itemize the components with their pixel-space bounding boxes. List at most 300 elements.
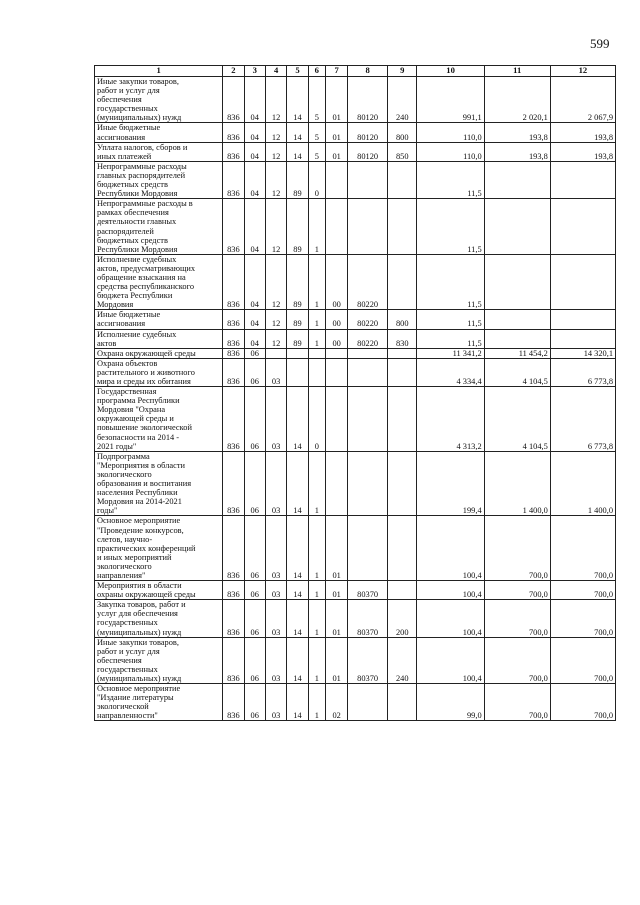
- row-name-line: бюджета Республики: [97, 291, 173, 301]
- code-cell: 12: [265, 329, 286, 348]
- code-cell: 200: [387, 600, 417, 637]
- row-name-line: растительного и животного: [97, 367, 195, 377]
- code-cell: 04: [244, 142, 265, 161]
- amount-cell: [484, 199, 550, 255]
- table-row: [95, 637, 616, 683]
- amount-cell: [550, 161, 615, 198]
- code-cell: 06: [244, 358, 265, 386]
- code-cell: [348, 358, 388, 386]
- row-name-line: Иные закупки товаров,: [97, 637, 179, 647]
- row-name-cell: [95, 199, 223, 255]
- code-cell: 836: [223, 358, 244, 386]
- header-row: [95, 66, 616, 77]
- code-cell: 03: [265, 516, 286, 581]
- row-name-cell: [95, 161, 223, 198]
- amount-cell: [484, 329, 550, 348]
- code-cell: 0: [308, 387, 325, 452]
- row-name-cell: [95, 123, 223, 142]
- row-name-line: Государственная: [97, 387, 157, 397]
- code-cell: 836: [223, 161, 244, 198]
- row-name-line: (муниципальных) нужд: [97, 113, 182, 123]
- row-name-line: рамках обеспечения: [97, 208, 169, 218]
- row-name-line: Республики Мордовия: [97, 189, 178, 199]
- code-cell: 03: [265, 600, 286, 637]
- row-name-line: (муниципальных) нужд: [97, 674, 182, 683]
- row-name-line: Мероприятия в области: [97, 581, 182, 591]
- code-cell: 01: [325, 77, 347, 123]
- row-name-line: повышение экологической: [97, 423, 192, 433]
- row-name-line: экологического: [97, 561, 152, 571]
- code-cell: 12: [265, 123, 286, 142]
- code-cell: 1: [308, 310, 325, 329]
- amount-cell: 4 104,5: [484, 387, 550, 452]
- code-cell: [287, 348, 308, 358]
- code-cell: 12: [265, 77, 286, 123]
- row-name-line: главных распорядителей: [97, 170, 186, 180]
- code-cell: 1: [308, 684, 325, 721]
- budget-table: [94, 65, 616, 721]
- code-cell: [308, 348, 325, 358]
- row-name-line: экологической: [97, 702, 149, 712]
- code-cell: 14: [287, 516, 308, 581]
- code-cell: 12: [265, 161, 286, 198]
- code-cell: 06: [244, 637, 265, 683]
- amount-cell: 1 400,0: [550, 451, 615, 516]
- code-cell: 830: [387, 329, 417, 348]
- code-cell: 800: [387, 310, 417, 329]
- code-cell: [348, 348, 388, 358]
- code-cell: [325, 358, 347, 386]
- row-name-cell: [95, 684, 223, 721]
- row-name-cell: [95, 451, 223, 516]
- amount-cell: 700,0: [550, 516, 615, 581]
- code-cell: [387, 161, 417, 198]
- code-cell: 12: [265, 254, 286, 310]
- code-cell: 89: [287, 254, 308, 310]
- row-name-line: Непрограммные расходы: [97, 161, 187, 171]
- code-cell: 04: [244, 254, 265, 310]
- column-header: 4: [265, 66, 286, 77]
- code-cell: 850: [387, 142, 417, 161]
- code-cell: [325, 451, 347, 516]
- row-name-cell: [95, 142, 223, 161]
- code-cell: 836: [223, 142, 244, 161]
- code-cell: 04: [244, 329, 265, 348]
- amount-cell: 700,0: [484, 684, 550, 721]
- amount-cell: [550, 199, 615, 255]
- code-cell: [348, 516, 388, 581]
- amount-cell: 193,8: [484, 123, 550, 142]
- code-cell: 1: [308, 199, 325, 255]
- column-header: 7: [325, 66, 347, 77]
- code-cell: 14: [287, 387, 308, 452]
- code-cell: 836: [223, 310, 244, 329]
- code-cell: 80120: [348, 142, 388, 161]
- code-cell: [325, 387, 347, 452]
- table-row: [95, 581, 616, 600]
- column-header: 8: [348, 66, 388, 77]
- code-cell: 03: [265, 387, 286, 452]
- row-name-line: обращение взыскания на: [97, 272, 186, 282]
- code-cell: 01: [325, 516, 347, 581]
- row-name-line: слетов, научно-: [97, 534, 153, 544]
- code-cell: [387, 581, 417, 600]
- row-name-line: практических конференций: [97, 543, 196, 553]
- code-cell: 1: [308, 581, 325, 600]
- amount-cell: 99,0: [417, 684, 484, 721]
- code-cell: 836: [223, 581, 244, 600]
- table-row: [95, 600, 616, 637]
- code-cell: 836: [223, 451, 244, 516]
- row-name-line: охраны окружающей среды: [97, 590, 196, 600]
- table-row: [95, 387, 616, 452]
- row-name-line: государственных: [97, 618, 158, 628]
- code-cell: 00: [325, 310, 347, 329]
- code-cell: [265, 348, 286, 358]
- code-cell: 06: [244, 600, 265, 637]
- code-cell: 836: [223, 199, 244, 255]
- code-cell: 06: [244, 581, 265, 600]
- row-name-line: актов, предусматривающих: [97, 263, 196, 273]
- code-cell: 06: [244, 516, 265, 581]
- row-name-cell: [95, 77, 223, 123]
- amount-cell: 700,0: [550, 684, 615, 721]
- row-name-line: "Проведение конкурсов,: [97, 525, 184, 535]
- table-body: [95, 77, 616, 721]
- amount-cell: 2 020,1: [484, 77, 550, 123]
- code-cell: [387, 254, 417, 310]
- row-name-line: средства республиканского: [97, 282, 195, 292]
- code-cell: 04: [244, 123, 265, 142]
- code-cell: 836: [223, 77, 244, 123]
- amount-cell: 110,0: [417, 142, 484, 161]
- row-name-line: обеспечения: [97, 95, 142, 105]
- table-row: [95, 358, 616, 386]
- code-cell: 03: [265, 581, 286, 600]
- code-cell: 89: [287, 329, 308, 348]
- amount-cell: 1 400,0: [484, 451, 550, 516]
- amount-cell: 14 320,1: [550, 348, 615, 358]
- amount-cell: [484, 254, 550, 310]
- amount-cell: 193,8: [550, 123, 615, 142]
- row-name-cell: [95, 310, 223, 329]
- row-name-line: ассигнования: [97, 132, 146, 142]
- table-row: [95, 348, 616, 358]
- code-cell: 12: [265, 142, 286, 161]
- code-cell: 03: [265, 637, 286, 683]
- amount-cell: 100,4: [417, 516, 484, 581]
- column-header: 1: [95, 66, 223, 77]
- code-cell: 89: [287, 310, 308, 329]
- code-cell: 1: [308, 254, 325, 310]
- amount-cell: 11,5: [417, 254, 484, 310]
- row-name-cell: [95, 637, 223, 683]
- code-cell: [287, 358, 308, 386]
- row-name-cell: [95, 600, 223, 637]
- code-cell: [348, 199, 388, 255]
- row-name-line: окружающей среды и: [97, 414, 174, 424]
- code-cell: 14: [287, 123, 308, 142]
- code-cell: 12: [265, 199, 286, 255]
- amount-cell: 100,4: [417, 637, 484, 683]
- row-name-cell: [95, 358, 223, 386]
- amount-cell: 11 341,2: [417, 348, 484, 358]
- code-cell: 80220: [348, 329, 388, 348]
- row-name-line: деятельности главных: [97, 217, 177, 227]
- row-name-line: "Мероприятия в области: [97, 460, 185, 470]
- row-name-line: и иных мероприятий: [97, 552, 172, 562]
- amount-cell: 11,5: [417, 161, 484, 198]
- code-cell: [387, 684, 417, 721]
- amount-cell: 700,0: [484, 600, 550, 637]
- row-name-line: услуг для обеспечения: [97, 609, 178, 619]
- row-name-cell: [95, 348, 223, 358]
- row-name-line: Уплата налогов, сборов и: [97, 142, 188, 152]
- code-cell: 1: [308, 637, 325, 683]
- code-cell: 00: [325, 254, 347, 310]
- code-cell: 14: [287, 600, 308, 637]
- amount-cell: 4 104,5: [484, 358, 550, 386]
- code-cell: 14: [287, 581, 308, 600]
- column-header: 6: [308, 66, 325, 77]
- amount-cell: 100,4: [417, 581, 484, 600]
- amount-cell: 11,5: [417, 310, 484, 329]
- code-cell: 14: [287, 142, 308, 161]
- amount-cell: 11 454,2: [484, 348, 550, 358]
- code-cell: [348, 684, 388, 721]
- code-cell: 5: [308, 77, 325, 123]
- code-cell: [325, 199, 347, 255]
- row-name-line: годы": [97, 506, 118, 516]
- column-header: 10: [417, 66, 484, 77]
- row-name-line: (муниципальных) нужд: [97, 627, 182, 637]
- row-name-line: Мордовия на 2014-2021: [97, 497, 182, 507]
- table-row: [95, 161, 616, 198]
- code-cell: 836: [223, 684, 244, 721]
- code-cell: 1: [308, 600, 325, 637]
- code-cell: 01: [325, 581, 347, 600]
- code-cell: [348, 161, 388, 198]
- code-cell: 1: [308, 451, 325, 516]
- code-cell: 01: [325, 600, 347, 637]
- row-name-line: Охрана объектов: [97, 358, 158, 368]
- column-header: 12: [550, 66, 615, 77]
- code-cell: [308, 358, 325, 386]
- column-header: 3: [244, 66, 265, 77]
- code-cell: 04: [244, 199, 265, 255]
- code-cell: 800: [387, 123, 417, 142]
- code-cell: 240: [387, 77, 417, 123]
- table-row: [95, 77, 616, 123]
- code-cell: 836: [223, 123, 244, 142]
- code-cell: 836: [223, 637, 244, 683]
- code-cell: 89: [287, 161, 308, 198]
- row-name-line: "Издание литературы: [97, 693, 174, 703]
- column-header: 9: [387, 66, 417, 77]
- code-cell: [387, 516, 417, 581]
- row-name-cell: [95, 387, 223, 452]
- amount-cell: 11,5: [417, 329, 484, 348]
- code-cell: 01: [325, 123, 347, 142]
- row-name-line: Исполнение судебных: [97, 254, 177, 264]
- code-cell: 836: [223, 387, 244, 452]
- row-name-line: государственных: [97, 664, 158, 674]
- row-name-cell: [95, 516, 223, 581]
- table-row: [95, 516, 616, 581]
- code-cell: [325, 348, 347, 358]
- row-name-line: безопасности на 2014 -: [97, 432, 180, 442]
- amount-cell: [484, 310, 550, 329]
- row-name-line: Мордовия: [97, 300, 134, 310]
- row-name-line: Охрана окружающей среды: [97, 348, 196, 358]
- row-name-line: обеспечения: [97, 655, 142, 665]
- table-row: [95, 310, 616, 329]
- amount-cell: 6 773,8: [550, 387, 615, 452]
- row-name-line: работ и услуг для: [97, 646, 160, 656]
- amount-cell: 110,0: [417, 123, 484, 142]
- row-name-line: иных платежей: [97, 151, 152, 161]
- column-header: 11: [484, 66, 550, 77]
- row-name-line: Мордовия "Охрана: [97, 405, 166, 415]
- row-name-line: Подпрограмма: [97, 451, 150, 461]
- row-name-line: Основное мероприятие: [97, 516, 181, 526]
- amount-cell: 193,8: [484, 142, 550, 161]
- code-cell: [387, 199, 417, 255]
- table-row: [95, 329, 616, 348]
- code-cell: [325, 161, 347, 198]
- amount-cell: 2 067,9: [550, 77, 615, 123]
- code-cell: 00: [325, 329, 347, 348]
- code-cell: 12: [265, 310, 286, 329]
- amount-cell: 4 334,4: [417, 358, 484, 386]
- code-cell: 06: [244, 348, 265, 358]
- table-row: [95, 123, 616, 142]
- code-cell: 836: [223, 600, 244, 637]
- code-cell: 14: [287, 77, 308, 123]
- code-cell: 836: [223, 516, 244, 581]
- row-name-line: Иные закупки товаров,: [97, 77, 179, 86]
- amount-cell: 11,5: [417, 199, 484, 255]
- row-name-line: 2021 годы": [97, 441, 137, 451]
- code-cell: 01: [325, 637, 347, 683]
- code-cell: [387, 358, 417, 386]
- amount-cell: [550, 254, 615, 310]
- code-cell: 03: [265, 358, 286, 386]
- code-cell: 89: [287, 199, 308, 255]
- table-row: [95, 142, 616, 161]
- code-cell: 1: [308, 516, 325, 581]
- amount-cell: 6 773,8: [550, 358, 615, 386]
- row-name-line: Закупка товаров, работ и: [97, 600, 186, 610]
- code-cell: 5: [308, 142, 325, 161]
- row-name-line: мира и среды их обитания: [97, 377, 191, 386]
- row-name-line: работ и услуг для: [97, 86, 160, 96]
- amount-cell: 700,0: [484, 581, 550, 600]
- row-name-line: бюджетных средств: [97, 180, 168, 190]
- amount-cell: 100,4: [417, 600, 484, 637]
- row-name-line: Исполнение судебных: [97, 329, 177, 339]
- amount-cell: 700,0: [550, 600, 615, 637]
- code-cell: [387, 348, 417, 358]
- code-cell: 04: [244, 161, 265, 198]
- code-cell: 0: [308, 161, 325, 198]
- code-cell: 06: [244, 387, 265, 452]
- row-name-line: распорядителей: [97, 226, 154, 236]
- row-name-line: бюджетных средств: [97, 235, 168, 245]
- code-cell: 06: [244, 451, 265, 516]
- code-cell: 06: [244, 684, 265, 721]
- code-cell: [387, 451, 417, 516]
- amount-cell: 700,0: [484, 516, 550, 581]
- code-cell: 80220: [348, 254, 388, 310]
- table-row: [95, 254, 616, 310]
- code-cell: 80120: [348, 77, 388, 123]
- table-row: [95, 451, 616, 516]
- row-name-line: Иные бюджетные: [97, 310, 161, 320]
- code-cell: 02: [325, 684, 347, 721]
- amount-cell: [550, 329, 615, 348]
- code-cell: 01: [325, 142, 347, 161]
- row-name-line: направленности": [97, 711, 158, 721]
- row-name-cell: [95, 581, 223, 600]
- table-row: [95, 684, 616, 721]
- code-cell: 14: [287, 684, 308, 721]
- column-header: 5: [287, 66, 308, 77]
- row-name-line: населения Республики: [97, 488, 178, 498]
- code-cell: 80370: [348, 600, 388, 637]
- code-cell: 14: [287, 451, 308, 516]
- row-name-line: государственных: [97, 104, 158, 114]
- code-cell: 80220: [348, 310, 388, 329]
- row-name-line: направления": [97, 570, 146, 580]
- code-cell: 5: [308, 123, 325, 142]
- code-cell: 04: [244, 77, 265, 123]
- table-row: [95, 199, 616, 255]
- row-name-line: актов: [97, 338, 117, 348]
- row-name-line: программа Республики: [97, 396, 180, 406]
- code-cell: 80120: [348, 123, 388, 142]
- amount-cell: 199,4: [417, 451, 484, 516]
- row-name-cell: [95, 329, 223, 348]
- amount-cell: [550, 310, 615, 329]
- row-name-line: Республики Мордовия: [97, 244, 178, 254]
- code-cell: 03: [265, 684, 286, 721]
- code-cell: [348, 387, 388, 452]
- row-name-line: Непрограммные расходы в: [97, 199, 193, 209]
- row-name-cell: [95, 254, 223, 310]
- code-cell: 836: [223, 348, 244, 358]
- row-name-line: Иные бюджетные: [97, 123, 161, 133]
- code-cell: 03: [265, 451, 286, 516]
- amount-cell: 4 313,2: [417, 387, 484, 452]
- amount-cell: 991,1: [417, 77, 484, 123]
- code-cell: 04: [244, 310, 265, 329]
- code-cell: [387, 387, 417, 452]
- row-name-line: ассигнования: [97, 319, 146, 329]
- code-cell: 80370: [348, 581, 388, 600]
- amount-cell: 700,0: [550, 581, 615, 600]
- amount-cell: 193,8: [550, 142, 615, 161]
- row-name-line: Основное мероприятие: [97, 684, 181, 694]
- amount-cell: 700,0: [484, 637, 550, 683]
- code-cell: 836: [223, 254, 244, 310]
- row-name-line: экологического: [97, 469, 152, 479]
- code-cell: 240: [387, 637, 417, 683]
- amount-cell: [484, 161, 550, 198]
- page-number: 599: [590, 36, 610, 51]
- code-cell: 14: [287, 637, 308, 683]
- code-cell: 836: [223, 329, 244, 348]
